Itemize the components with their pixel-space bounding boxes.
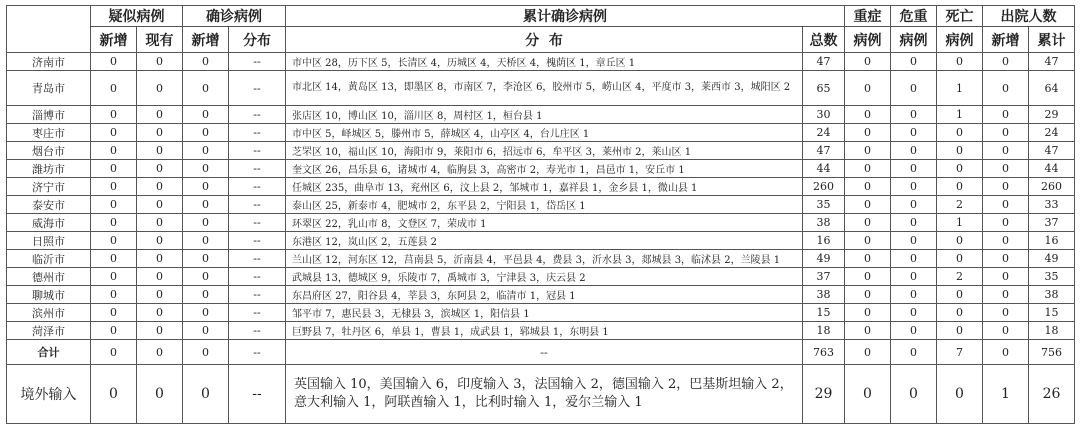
discharged-cumulative: 29 xyxy=(1029,106,1075,124)
critical-count: 0 xyxy=(891,71,937,106)
confirmed-new: 0 xyxy=(183,178,229,196)
suspected-new: 0 xyxy=(91,196,137,214)
distribution: 市中区 28，历下区 5，长清区 4，历城区 4，天桥区 4，槐荫区 1，章丘区 1 xyxy=(286,53,803,71)
header-corner xyxy=(7,6,91,53)
city-name: 济南市 xyxy=(7,53,91,71)
total-count: 260 xyxy=(803,178,845,196)
suspected-new: 0 xyxy=(91,322,137,340)
total-critical: 0 xyxy=(891,340,937,365)
death-count: 2 xyxy=(937,268,983,286)
city-name: 潍坊市 xyxy=(7,160,91,178)
death-count: 0 xyxy=(937,124,983,142)
header-critical-cases: 病例 xyxy=(891,27,937,53)
table-row xyxy=(7,232,1075,250)
city-rows xyxy=(7,53,1075,340)
discharged-cumulative: 47 xyxy=(1029,53,1075,71)
critical-count: 0 xyxy=(891,232,937,250)
header-severe: 重症 xyxy=(845,6,891,27)
header-discharged: 出院人数 xyxy=(983,6,1075,27)
confirmed-new: 0 xyxy=(183,286,229,304)
confirmed-distribution: -- xyxy=(229,71,286,106)
total-count: 30 xyxy=(803,106,845,124)
critical-count: 0 xyxy=(891,124,937,142)
confirmed-new: 0 xyxy=(183,322,229,340)
discharged-new: 0 xyxy=(983,53,1029,71)
total-suspected-current: 0 xyxy=(137,340,183,365)
critical-count: 0 xyxy=(891,142,937,160)
header-death: 死亡 xyxy=(937,6,983,27)
header-discharged-new: 新增 xyxy=(983,27,1029,53)
city-name: 济宁市 xyxy=(7,178,91,196)
critical-count: 0 xyxy=(891,322,937,340)
discharged-cumulative: 260 xyxy=(1029,178,1075,196)
severe-count: 0 xyxy=(845,250,891,268)
total-distribution: -- xyxy=(286,340,803,365)
severe-count: 0 xyxy=(845,304,891,322)
suspected-current: 0 xyxy=(137,142,183,160)
table-row xyxy=(7,196,1075,214)
confirmed-distribution: -- xyxy=(229,268,286,286)
suspected-current: 0 xyxy=(137,71,183,106)
confirmed-distribution: -- xyxy=(229,286,286,304)
distribution: 武城县 13，德城区 9，乐陵市 7，禹城市 3，宁津县 3，庆云县 2 xyxy=(286,268,803,286)
total-count: 38 xyxy=(803,214,845,232)
death-count: 1 xyxy=(937,106,983,124)
discharged-new: 0 xyxy=(983,250,1029,268)
total-discharged-new: 0 xyxy=(983,340,1029,365)
discharged-new: 0 xyxy=(983,286,1029,304)
suspected-current: 0 xyxy=(137,304,183,322)
death-count: 1 xyxy=(937,71,983,106)
table-row xyxy=(7,268,1075,286)
total-count: 37 xyxy=(803,268,845,286)
overseas-label: 境外输入 xyxy=(7,365,91,424)
total-count: 44 xyxy=(803,160,845,178)
total-count: 35 xyxy=(803,196,845,214)
death-count: 0 xyxy=(937,286,983,304)
suspected-current: 0 xyxy=(137,214,183,232)
confirmed-distribution: -- xyxy=(229,160,286,178)
suspected-current: 0 xyxy=(137,178,183,196)
confirmed-distribution: -- xyxy=(229,232,286,250)
header-confirmed-distribution: 分布 xyxy=(229,27,286,53)
header-suspected-current: 现有 xyxy=(137,27,183,53)
overseas-discharged-new: 1 xyxy=(983,365,1029,424)
death-count: 2 xyxy=(937,196,983,214)
discharged-cumulative: 18 xyxy=(1029,322,1075,340)
table-row xyxy=(7,53,1075,71)
table-row xyxy=(7,286,1075,304)
death-count: 0 xyxy=(937,322,983,340)
distribution: 泰山区 25，新泰市 4，肥城市 2，东平县 2，宁阳县 1，岱岳区 1 xyxy=(286,196,803,214)
city-name: 威海市 xyxy=(7,214,91,232)
suspected-current: 0 xyxy=(137,53,183,71)
death-count: 0 xyxy=(937,53,983,71)
overseas-distribution: 英国输入 10，美国输入 6，印度输入 3，法国输入 2，德国输入 2，巴基斯坦输入 2，意大利输入 1，阿联酋输入 1，比利时输入 1，爱尔兰输入 1 xyxy=(286,365,803,424)
distribution: 东港区 12，岚山区 2，五莲县 2 xyxy=(286,232,803,250)
overseas-total: 29 xyxy=(803,365,845,424)
total-label: 合计 xyxy=(7,340,91,365)
severe-count: 0 xyxy=(845,196,891,214)
death-count: 0 xyxy=(937,304,983,322)
confirmed-distribution: -- xyxy=(229,178,286,196)
header-suspected: 疑似病例 xyxy=(91,6,183,27)
severe-count: 0 xyxy=(845,286,891,304)
confirmed-new: 0 xyxy=(183,196,229,214)
severe-count: 0 xyxy=(845,53,891,71)
total-confirmed-new: 0 xyxy=(183,340,229,365)
confirmed-new: 0 xyxy=(183,250,229,268)
city-name: 日照市 xyxy=(7,232,91,250)
confirmed-distribution: -- xyxy=(229,106,286,124)
total-count: 763 xyxy=(803,340,845,365)
distribution: 市中区 5，峄城区 5，滕州市 5，薛城区 4，山亭区 4，台儿庄区 1 xyxy=(286,124,803,142)
critical-count: 0 xyxy=(891,268,937,286)
total-count: 65 xyxy=(803,71,845,106)
confirmed-distribution: -- xyxy=(229,124,286,142)
overseas-confirmed-distribution: -- xyxy=(229,365,286,424)
severe-count: 0 xyxy=(845,160,891,178)
death-count: 1 xyxy=(937,214,983,232)
discharged-new: 0 xyxy=(983,106,1029,124)
header-discharged-cumulative: 累计 xyxy=(1029,27,1075,53)
city-name: 临沂市 xyxy=(7,250,91,268)
city-name: 滨州市 xyxy=(7,304,91,322)
city-name: 枣庄市 xyxy=(7,124,91,142)
header-confirmed-new: 新增 xyxy=(183,27,229,53)
header-cumulative: 累计确诊病例 xyxy=(286,6,845,27)
discharged-new: 0 xyxy=(983,214,1029,232)
total-discharged-cumulative: 756 xyxy=(1029,340,1075,365)
table-row xyxy=(7,214,1075,232)
discharged-cumulative: 49 xyxy=(1029,250,1075,268)
header-critical: 危重 xyxy=(891,6,937,27)
severe-count: 0 xyxy=(845,232,891,250)
header-confirmed: 确诊病例 xyxy=(183,6,286,27)
total-death: 7 xyxy=(937,340,983,365)
total-count: 16 xyxy=(803,232,845,250)
overseas-suspected-new: 0 xyxy=(91,365,137,424)
suspected-new: 0 xyxy=(91,250,137,268)
confirmed-distribution: -- xyxy=(229,196,286,214)
death-count: 0 xyxy=(937,178,983,196)
confirmed-new: 0 xyxy=(183,142,229,160)
table-row xyxy=(7,124,1075,142)
suspected-new: 0 xyxy=(91,124,137,142)
overseas-severe: 0 xyxy=(845,365,891,424)
death-count: 0 xyxy=(937,250,983,268)
suspected-new: 0 xyxy=(91,304,137,322)
table-row xyxy=(7,178,1075,196)
critical-count: 0 xyxy=(891,304,937,322)
discharged-new: 0 xyxy=(983,322,1029,340)
suspected-current: 0 xyxy=(137,250,183,268)
discharged-cumulative: 35 xyxy=(1029,268,1075,286)
header-row-1 xyxy=(7,6,1075,27)
confirmed-new: 0 xyxy=(183,106,229,124)
distribution: 任城区 235，曲阜市 13，兖州区 6，汶上县 2，邹城市 1，嘉祥县 1，金乡县 1，微山县 1 xyxy=(286,178,803,196)
suspected-current: 0 xyxy=(137,232,183,250)
severe-count: 0 xyxy=(845,142,891,160)
discharged-cumulative: 37 xyxy=(1029,214,1075,232)
suspected-new: 0 xyxy=(91,214,137,232)
total-count: 24 xyxy=(803,124,845,142)
critical-count: 0 xyxy=(891,160,937,178)
discharged-cumulative: 15 xyxy=(1029,304,1075,322)
severe-count: 0 xyxy=(845,322,891,340)
distribution: 环翠区 22，乳山市 8，文登区 7，荣成市 1 xyxy=(286,214,803,232)
table-row xyxy=(7,160,1075,178)
overseas-confirmed-new: 0 xyxy=(183,365,229,424)
distribution: 张店区 10，博山区 10，淄川区 8，周村区 1，桓台县 1 xyxy=(286,106,803,124)
distribution: 东昌府区 27，阳谷县 4，莘县 3，东阿县 2，临清市 1，冠县 1 xyxy=(286,286,803,304)
critical-count: 0 xyxy=(891,106,937,124)
overseas-critical: 0 xyxy=(891,365,937,424)
case-report-document xyxy=(6,5,1074,424)
severe-count: 0 xyxy=(845,178,891,196)
total-count: 38 xyxy=(803,286,845,304)
total-suspected-new: 0 xyxy=(91,340,137,365)
header-death-cases: 病例 xyxy=(937,27,983,53)
discharged-cumulative: 64 xyxy=(1029,71,1075,106)
distribution: 市北区 14，黄岛区 13，即墨区 8，市南区 7，李沧区 6，胶州市 5，崂山区 4，平度市 3，莱西市 3，城阳区 2 xyxy=(286,71,803,106)
suspected-new: 0 xyxy=(91,268,137,286)
suspected-new: 0 xyxy=(91,232,137,250)
confirmed-new: 0 xyxy=(183,268,229,286)
confirmed-new: 0 xyxy=(183,214,229,232)
severe-count: 0 xyxy=(845,71,891,106)
discharged-cumulative: 38 xyxy=(1029,286,1075,304)
city-name: 德州市 xyxy=(7,268,91,286)
discharged-new: 0 xyxy=(983,124,1029,142)
discharged-new: 0 xyxy=(983,232,1029,250)
table-row xyxy=(7,304,1075,322)
discharged-new: 0 xyxy=(983,160,1029,178)
death-count: 0 xyxy=(937,142,983,160)
severe-count: 0 xyxy=(845,214,891,232)
critical-count: 0 xyxy=(891,178,937,196)
suspected-current: 0 xyxy=(137,160,183,178)
table-row xyxy=(7,142,1075,160)
total-count: 49 xyxy=(803,250,845,268)
discharged-new: 0 xyxy=(983,196,1029,214)
total-count: 18 xyxy=(803,322,845,340)
suspected-new: 0 xyxy=(91,53,137,71)
confirmed-distribution: -- xyxy=(229,322,286,340)
overseas-discharged-cumulative: 26 xyxy=(1029,365,1075,424)
critical-count: 0 xyxy=(891,196,937,214)
death-count: 0 xyxy=(937,232,983,250)
distribution: 芝罘区 10，福山区 10，海阳市 9，莱阳市 6，招远市 6，牟平区 3，莱州市 2，莱山区 1 xyxy=(286,142,803,160)
city-name: 青岛市 xyxy=(7,71,91,106)
discharged-new: 0 xyxy=(983,178,1029,196)
severe-count: 0 xyxy=(845,124,891,142)
total-count: 47 xyxy=(803,142,845,160)
discharged-cumulative: 47 xyxy=(1029,142,1075,160)
death-count: 0 xyxy=(937,160,983,178)
total-confirmed-distribution: -- xyxy=(229,340,286,365)
distribution: 邹平市 7，惠民县 3，无棣县 3，滨城区 1，阳信县 1 xyxy=(286,304,803,322)
table-row xyxy=(7,250,1075,268)
confirmed-new: 0 xyxy=(183,71,229,106)
confirmed-distribution: -- xyxy=(229,304,286,322)
table-row xyxy=(7,71,1075,106)
critical-count: 0 xyxy=(891,53,937,71)
critical-count: 0 xyxy=(891,214,937,232)
discharged-cumulative: 33 xyxy=(1029,196,1075,214)
city-name: 烟台市 xyxy=(7,142,91,160)
discharged-new: 0 xyxy=(983,142,1029,160)
discharged-new: 0 xyxy=(983,268,1029,286)
discharged-cumulative: 16 xyxy=(1029,232,1075,250)
suspected-new: 0 xyxy=(91,178,137,196)
distribution: 奎文区 26，昌乐县 6，诸城市 4，临朐县 3，高密市 2，寿光市 1，昌邑市 1，安丘市 1 xyxy=(286,160,803,178)
header-severe-cases: 病例 xyxy=(845,27,891,53)
header-total: 总数 xyxy=(803,27,845,53)
confirmed-new: 0 xyxy=(183,53,229,71)
suspected-current: 0 xyxy=(137,196,183,214)
overseas-row xyxy=(7,365,1075,424)
suspected-new: 0 xyxy=(91,286,137,304)
suspected-new: 0 xyxy=(91,142,137,160)
discharged-new: 0 xyxy=(983,304,1029,322)
table-row xyxy=(7,322,1075,340)
suspected-new: 0 xyxy=(91,160,137,178)
suspected-new: 0 xyxy=(91,71,137,106)
case-statistics-table xyxy=(6,5,1075,424)
suspected-current: 0 xyxy=(137,268,183,286)
overseas-death: 0 xyxy=(937,365,983,424)
table-row xyxy=(7,106,1075,124)
city-name: 淄博市 xyxy=(7,106,91,124)
severe-count: 0 xyxy=(845,106,891,124)
total-count: 47 xyxy=(803,53,845,71)
critical-count: 0 xyxy=(891,250,937,268)
confirmed-distribution: -- xyxy=(229,142,286,160)
city-name: 聊城市 xyxy=(7,286,91,304)
suspected-new: 0 xyxy=(91,106,137,124)
header-row-2 xyxy=(7,27,1075,53)
overseas-suspected-current: 0 xyxy=(137,365,183,424)
confirmed-distribution: -- xyxy=(229,53,286,71)
distribution: 兰山区 12，河东区 12，莒南县 5，沂南县 4，平邑县 4，费县 3，沂水县 3，郯城县 3，临沭县 2，兰陵县 1 xyxy=(286,250,803,268)
total-severe: 0 xyxy=(845,340,891,365)
confirmed-new: 0 xyxy=(183,232,229,250)
confirmed-distribution: -- xyxy=(229,250,286,268)
total-row xyxy=(7,340,1075,365)
critical-count: 0 xyxy=(891,286,937,304)
header-distribution: 分 布 xyxy=(286,27,803,53)
suspected-current: 0 xyxy=(137,124,183,142)
discharged-cumulative: 24 xyxy=(1029,124,1075,142)
discharged-cumulative: 44 xyxy=(1029,160,1075,178)
total-count: 15 xyxy=(803,304,845,322)
header-suspected-new: 新增 xyxy=(91,27,137,53)
severe-count: 0 xyxy=(845,268,891,286)
suspected-current: 0 xyxy=(137,322,183,340)
confirmed-new: 0 xyxy=(183,304,229,322)
confirmed-new: 0 xyxy=(183,160,229,178)
suspected-current: 0 xyxy=(137,286,183,304)
discharged-new: 0 xyxy=(983,71,1029,106)
distribution: 巨野县 7，牡丹区 6，单县 1，曹县 1，成武县 1，郓城县 1，东明县 1 xyxy=(286,322,803,340)
suspected-current: 0 xyxy=(137,106,183,124)
confirmed-new: 0 xyxy=(183,124,229,142)
city-name: 泰安市 xyxy=(7,196,91,214)
city-name: 菏泽市 xyxy=(7,322,91,340)
confirmed-distribution: -- xyxy=(229,214,286,232)
